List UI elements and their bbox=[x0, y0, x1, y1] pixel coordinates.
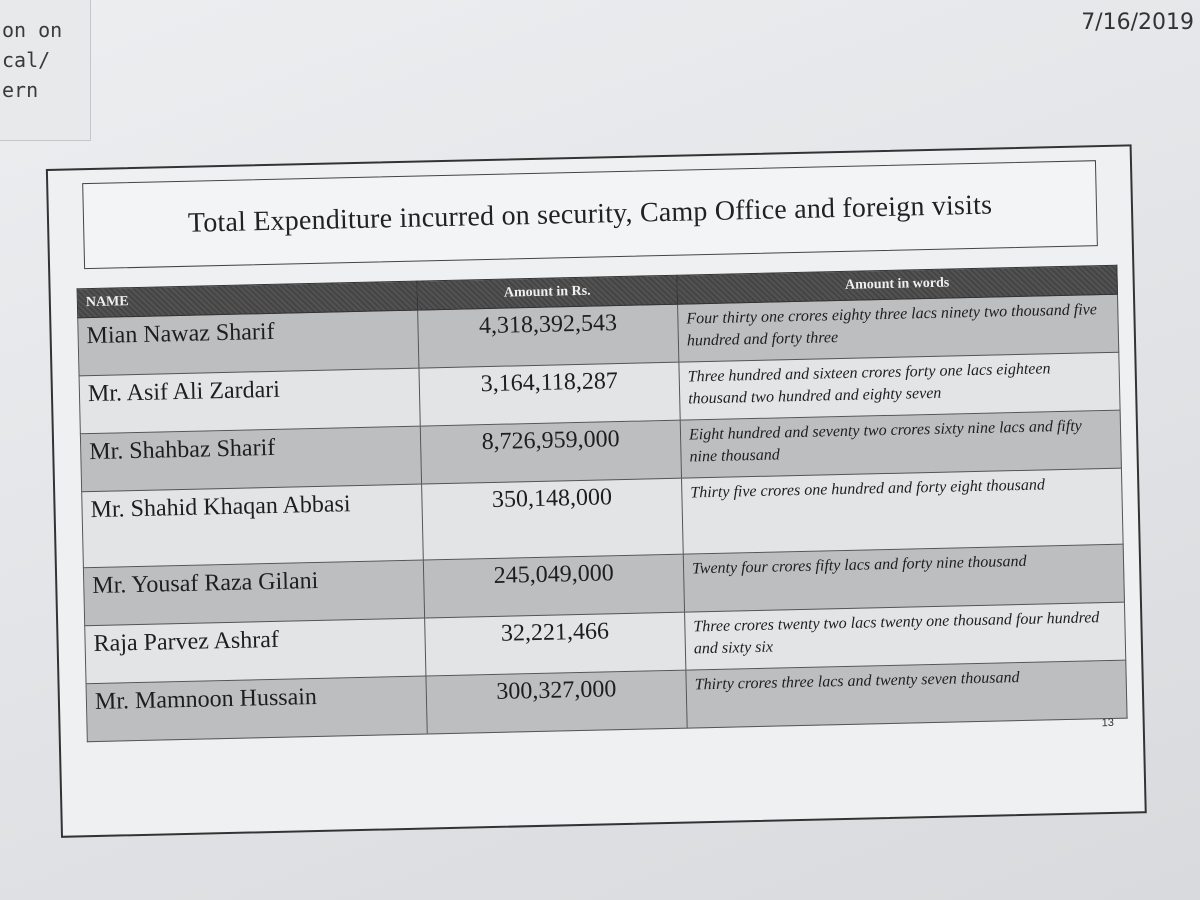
header-name: NAME bbox=[77, 281, 418, 318]
cell-words: Eight hundred and seventy two crores sixty nine lacs and fifty nine thousand bbox=[680, 410, 1121, 478]
cell-amount: 32,221,466 bbox=[425, 612, 686, 676]
margin-fragment: on on bbox=[2, 18, 63, 42]
header-amount: Amount in Rs. bbox=[417, 275, 678, 310]
header-words: Amount in words bbox=[677, 265, 1118, 304]
cell-amount: 8,726,959,000 bbox=[420, 420, 681, 484]
cell-name: Raja Parvez Ashraf bbox=[85, 618, 426, 684]
cell-words: Four thirty one crores eighty three lacs ninety two thousand five hundred and forty three bbox=[678, 294, 1119, 362]
cell-name: Mr. Shahid Khaqan Abbasi bbox=[82, 484, 424, 568]
document-title: Total Expenditure incurred on security, Camp Office and foreign visits bbox=[187, 189, 993, 239]
cell-words: Twenty four crores fifty lacs and forty nine thousand bbox=[683, 544, 1124, 612]
cell-name: Mr. Asif Ali Zardari bbox=[79, 368, 420, 434]
cell-words: Thirty crores three lacs and twenty seven thousand bbox=[686, 660, 1127, 728]
cell-name: Mr. Shahbaz Sharif bbox=[80, 426, 421, 492]
cell-name: Mr. Mamnoon Hussain bbox=[86, 676, 427, 742]
margin-fragment: cal/ bbox=[2, 48, 51, 72]
cell-words: Three crores twenty two lacs twenty one thousand four hundred and sixty six bbox=[685, 602, 1126, 670]
cell-amount: 245,049,000 bbox=[423, 554, 684, 618]
margin-fragment: ern bbox=[2, 78, 39, 102]
expenditure-table bbox=[77, 265, 1128, 743]
cell-amount: 4,318,392,543 bbox=[418, 304, 679, 368]
print-date: 7/16/2019 bbox=[1081, 10, 1194, 35]
page-number: 13 bbox=[1101, 716, 1115, 730]
cell-amount: 3,164,118,287 bbox=[419, 362, 680, 426]
cell-amount: 350,148,000 bbox=[422, 478, 684, 560]
cell-amount: 300,327,000 bbox=[426, 670, 687, 734]
cell-name: Mian Nawaz Sharif bbox=[78, 310, 419, 376]
cell-name: Mr. Yousaf Raza Gilani bbox=[83, 560, 424, 626]
cell-words: Three hundred and sixteen crores forty one lacs eighteen thousand two hundred and eighty seven bbox=[679, 352, 1120, 420]
cell-words: Thirty five crores one hundred and forty eight thousand bbox=[682, 468, 1124, 554]
